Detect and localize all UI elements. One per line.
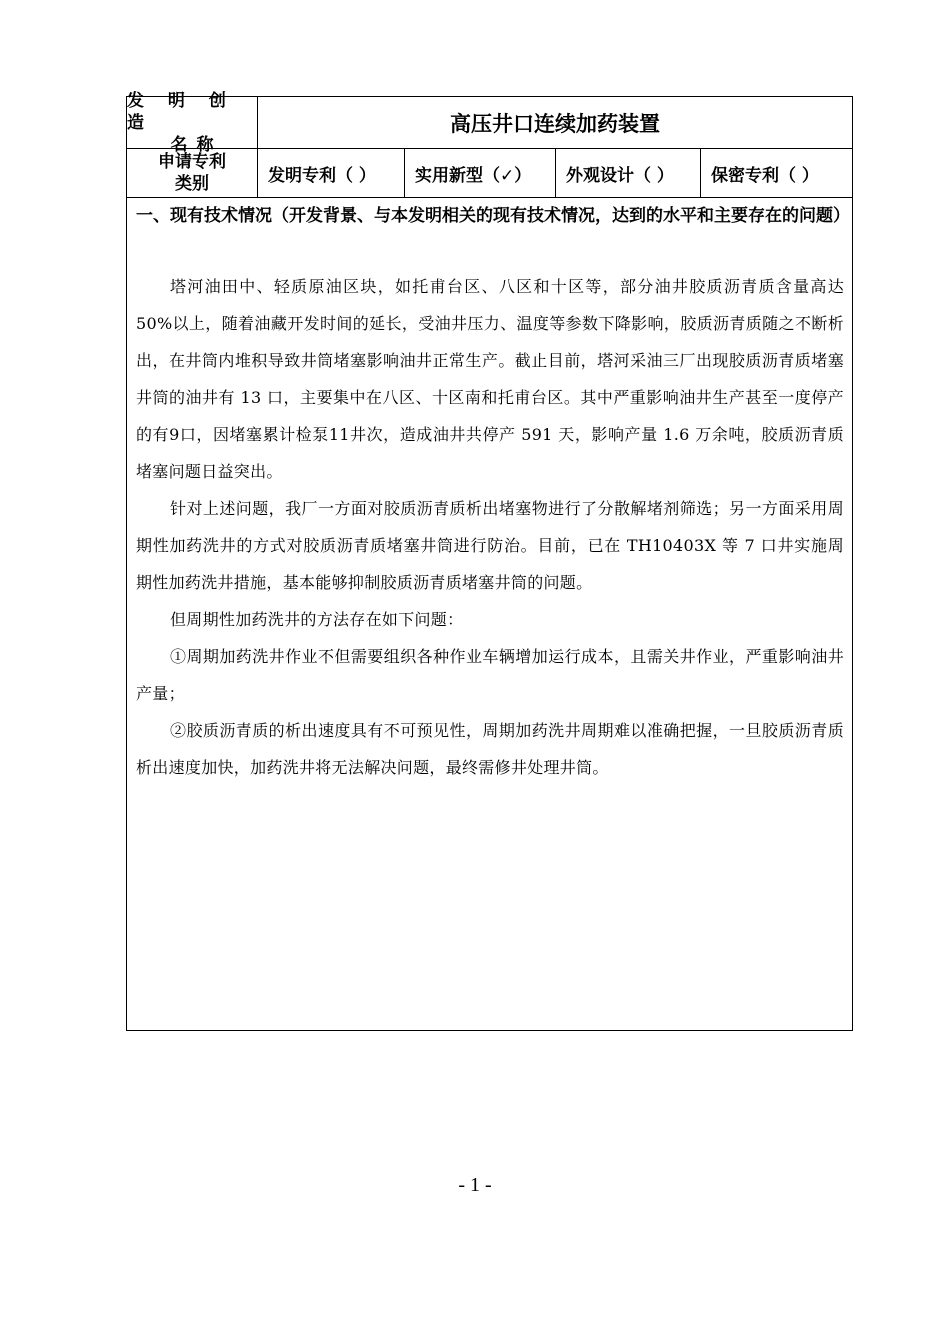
invention-name-label-line1: 发 明 创 造 xyxy=(127,90,235,133)
patent-type-confidential: 保密专利（ ） xyxy=(711,165,819,186)
patent-type-row xyxy=(127,149,852,198)
patent-type-invention: 发明专利（ ） xyxy=(258,149,405,197)
section-heading: 一、现有技术情况（开发背景、与本发明相关的现有技术情况，达到的水平和主要存在的问题） xyxy=(136,206,850,226)
invention-title: 高压井口连续加药装置 xyxy=(450,111,660,136)
patent-application-form xyxy=(126,90,853,1031)
patent-type-label xyxy=(127,149,258,197)
invention-name-label xyxy=(127,90,258,155)
page-number: - 1 - xyxy=(458,1174,492,1196)
paragraph-problem-2: ②胶质沥青质的析出速度具有不可预见性，周期加药洗井周期难以准确把握，一旦胶质沥青质析出速度加快，加药洗井将无法解决问题，最终需修井处理井筒。 xyxy=(136,721,844,777)
patent-type-design: 外观设计（ ） xyxy=(556,149,701,197)
invention-name-label-line2: 名称 xyxy=(170,134,223,155)
invention-name-row xyxy=(127,90,852,155)
patent-type-utility-model: 实用新型（✓） xyxy=(405,149,556,197)
paragraph-problem-1: ①周期加药洗井作业不但需要组织各种作业车辆增加运行成本，且需关井作业，严重影响油井产量； xyxy=(136,647,844,703)
prior-art-section xyxy=(127,198,852,1030)
paragraph-background: 塔河油田中、轻质原油区块，如托甫台区、八区和十区等，部分油井胶质沥青质含量高达 50%以上，随着油藏开发时间的延长，受油井压力、温度等参数下降影响，胶质沥青质随之不断析出，在井筒内堆积导致井筒堵塞影响油井正常生产。截止目前，塔河采油三厂出现胶质沥青质堵塞井筒的油井有 13 口，主要集中在八区、十区南和托甫台区。其中严重影响油井生产甚至一度停产的有9口，因堵塞累计检泵11井次，造成油井共停产 591 天，影响产量 1.6 万余吨，胶质沥青质堵塞问题日益突出。 xyxy=(136,277,844,481)
paragraph-problems-intro: 但周期性加药洗井的方法存在如下问题： xyxy=(170,610,464,629)
prior-art-content xyxy=(127,198,852,1030)
patent-type-label-line1: 申请专利 xyxy=(158,152,226,172)
paragraph-current-measures: 针对上述问题，我厂一方面对胶质沥青质析出堵塞物进行了分散解堵剂筛选；另一方面采用周期性加药洗井的方式对胶质沥青质堵塞井筒进行防治。目前，已在 TH10403X 等 7 口井实施周期性加药洗井措施，基本能够抑制胶质沥青质堵塞井筒的问题。 xyxy=(136,499,844,592)
patent-type-label-line2: 类别 xyxy=(175,174,209,194)
